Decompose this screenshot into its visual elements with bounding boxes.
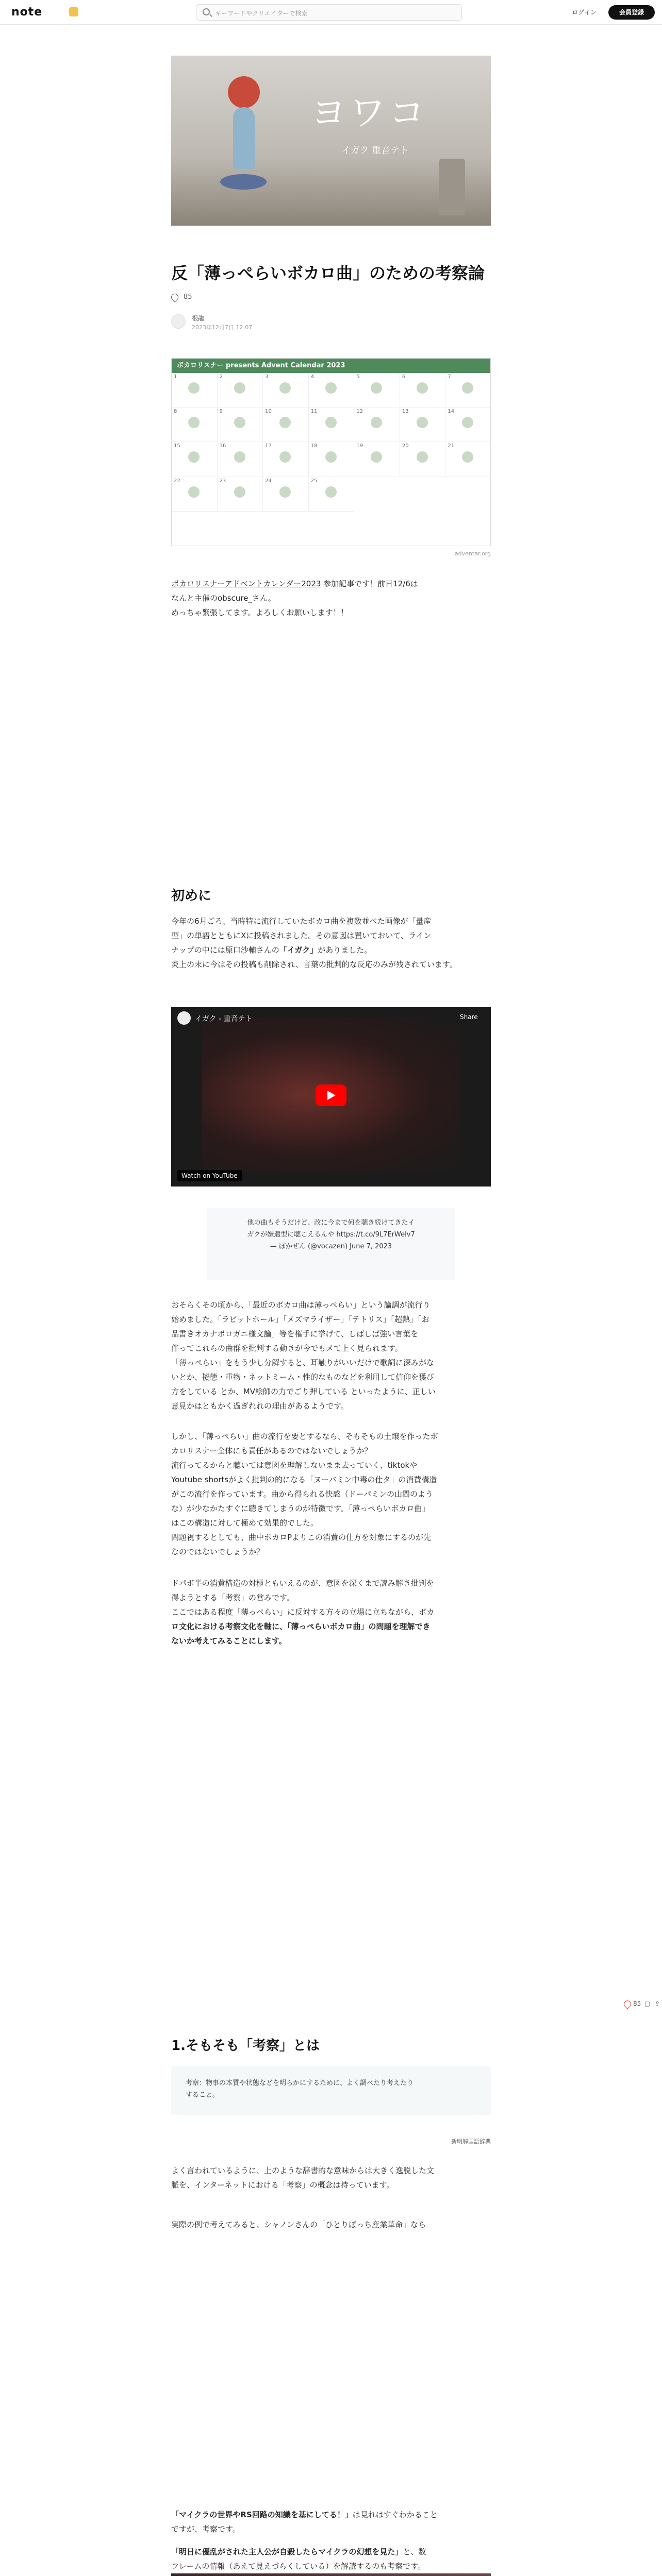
video-title[interactable]: イガク - 重音テト [195,1015,253,1023]
calendar-day-cell[interactable] [309,442,355,477]
para3-line8: 問題視するとしても、曲中ボカロPよりこの消費の仕方を対象にするのが先 [171,1533,432,1542]
play-icon[interactable] [316,1084,346,1106]
share-icon[interactable]: ⇪ [655,2000,660,2007]
calendar-day-number: 21 [448,443,455,449]
author-name[interactable]: 根龍 [192,315,205,322]
calendar-day-cell[interactable] [172,442,218,477]
section1-line1: 今年の6月ごろ、当時特に流行していたボカロ曲を複数並べた画像が「量産 [171,917,432,926]
calendar-day-number: 25 [310,478,318,484]
author-icon [188,417,200,428]
calendar-day-number: 9 [219,409,223,415]
author-icon [325,382,337,394]
signup-button[interactable]: 会員登録 [608,5,655,20]
author-icon [234,486,245,498]
calendar-day-number: 13 [402,409,409,415]
calendar-day-cell[interactable] [263,442,309,477]
author-icon [371,451,382,463]
calendar-day-number: 23 [219,478,226,484]
calendar-day-cell[interactable] [445,373,491,408]
author-icon [279,382,291,394]
section2-line7: フレームの情報（あえて見えづらくしている）を解読するのも考察です。 [171,2562,425,2571]
site-header [0,0,662,25]
heart-icon[interactable] [622,1999,633,2009]
para3-line4: Youtube shortsがよく批判の的になる「ヌーバミン中毒の仕タ」の消費構造 [171,1475,437,1484]
calendar-day-cell[interactable] [263,373,309,408]
para4-line1: ドパボ半の消費構造の対極ともいえるのが、意図を深くまで読み解き批判を [171,1579,434,1588]
tweet-line2: ガクが嫌遣型に聴こえるんや https://t.co/9L7ErWelv7 [247,1230,415,1239]
calendar-day-cell[interactable] [354,408,400,442]
heart-icon[interactable] [170,292,180,302]
para2-line7: 方をしている とか、MV絵師の力でごり押している といったように、正しい [171,1387,436,1396]
author-icon [188,451,200,463]
calendar-day-number: 12 [356,409,363,415]
calendar-day-number: 24 [265,478,272,484]
calendar-day-cell[interactable] [354,442,400,477]
calendar-day-number: 4 [310,374,315,380]
para3-line9: なのではないでしょうか？ [171,1547,264,1556]
author-icon [417,382,428,394]
calendar-day-number: 3 [265,374,269,380]
comment-icon[interactable]: ▢ [644,2000,651,2007]
hero-title-art: ヨワコ [310,92,428,134]
author-icon [234,417,245,428]
author-icon [462,451,473,463]
calendar-day-cell[interactable] [400,408,446,442]
article-title: 反「薄っぺらいボカロ曲」のための考察論 [171,263,485,283]
tweet-line3: — ぽかぜん (@vocazen) June 7, 2023 [270,1242,392,1250]
para3-line5: がこの流行を作っています。曲から得られる快感（ドーパミンの山間のよう [171,1489,434,1499]
author-icon [279,486,291,498]
section1-line2: 型」の単語とともにXに投稿されました。その意図は置いておいて、ライン [171,931,432,940]
para2-line5: 「薄っぺらい」をもう少し分解すると、耳触りがいいだけで歌詞に深みがな [171,1358,435,1367]
calendar-day-cell[interactable] [354,373,400,408]
calendar-day-number: 11 [310,409,318,415]
section-heading-intro: 初めに [171,888,212,904]
calendar-day-number: 6 [402,374,406,380]
section2-line2: 脈を、インターネットにおける「考察」の概念は持っています。 [171,2180,394,2190]
para3-line1: しかし、「薄っぺらい」曲の流行を要とするなら、そもそもの土壌を作ったボ [171,1432,438,1441]
para4-line3: ここではある程度「薄っぺらい」に反対する方々の立場に立ちながら、ボカ [171,1607,435,1617]
author-icon [462,417,473,428]
section2-line1: よく言われているように、上のような辞書的な意味からは大きく逸脱した文 [171,2166,435,2175]
section2-line4: 「マイクラの世界やRS回路の知識を基にしてる！」は見れはすぐわかること [171,2510,438,2519]
author-icon [371,382,382,394]
calendar-header: ボカロリスナー presents Advent Calendar 2023 [172,359,491,373]
author-avatar[interactable] [171,314,186,329]
calendar-day-cell[interactable] [172,373,218,408]
calendar-link[interactable]: ボカロリスナーアドベントカレンダー2023 [171,579,321,588]
section2-line5: ですが、考察です。 [171,2524,240,2534]
calendar-day-cell[interactable] [445,442,491,477]
like-count: 85 [184,293,192,301]
definition-quote: 考察：物事の本質や状態などを明らかにするために、よく調べたり考えたり すること。 [171,2066,491,2115]
calendar-day-cell[interactable] [218,373,263,408]
author-icon [188,486,200,498]
calendar-day-cell[interactable] [445,408,491,442]
calendar-day-number: 10 [265,409,272,415]
para3-line6: な）が少なかたすぐに聴きてしまうのが特徴です。「薄っぺらいボカロ曲」 [171,1504,430,1513]
para2-line2: 始めました。「ラビットホール」「メズマライザー」「テトリス」「超熱」「お [171,1315,429,1324]
para3-line7: はこの構造に対して極めて効果的でした。 [171,1518,319,1528]
para2-line8: 意見かはともかく過ぎれれの理由があるようです。 [171,1401,349,1411]
calendar-day-number: 16 [219,443,226,449]
logo-mark-icon [69,7,78,16]
calendar-day-cell[interactable] [263,477,309,512]
author-icon [325,451,337,463]
figure-illustration [220,76,267,195]
calendar-grid [172,373,491,546]
calendar-day-number: 18 [310,443,318,449]
calendar-day-cell[interactable] [400,442,446,477]
author-icon [325,486,337,498]
jar-shape [439,159,465,215]
section2-line6: 「明日に優乱がされた主人公が自殺したらマイクラの幻想を見た」と、数 [171,2547,426,2556]
tweet-embed[interactable] [207,1208,455,1280]
para4-line5: ないか考えてみることにします。 [171,1636,287,1646]
calendar-day-number: 2 [219,374,223,380]
para3-line2: カロリスナー全体にも責任があるのではないでしょうか？ [171,1446,372,1455]
advent-calendar-embed[interactable] [171,358,491,546]
calendar-day-cell[interactable] [309,408,355,442]
share-button[interactable]: Share [460,1013,478,1021]
calendar-day-number: 20 [402,443,409,449]
calendar-day-number: 8 [174,409,177,415]
search-icon [203,8,210,15]
calendar-day-cell[interactable] [309,373,355,408]
search-placeholder: キーワードやクリエイターで検索 [215,10,308,17]
calendar-day-cell[interactable] [172,477,218,512]
para2-line6: いとか、擬態・重物・ネットミーム・性的なものなどを利用して信仰を獲び [171,1372,435,1382]
calendar-day-number: 1 [174,374,177,380]
floating-like[interactable]: 85 [624,2000,641,2008]
author-icon [417,417,428,428]
calendar-day-cell[interactable] [172,408,218,442]
author-icon [325,417,337,428]
para2-line1: おそらくその頃から、「最近のボカロ曲は薄っぺらい」という論調が流行り [171,1300,431,1310]
para4-line4: ロ文化における考察文化を軸に、「薄っぺらいボカロ曲」の問題を理解でき [171,1622,431,1631]
calendar-day-number: 5 [356,374,360,380]
tweet-line1: 他の曲もそうだけど、改に今まで何を聴き続けてきたイ [247,1219,415,1227]
post-date: 2023年12月7日 12:07 [192,324,253,331]
calendar-day-cell[interactable] [400,373,446,408]
author-icon [188,382,200,394]
author-icon [234,382,245,394]
channel-avatar[interactable] [177,1011,191,1025]
author-icon [371,417,382,428]
video-frame-image-1 [171,2573,491,2576]
calendar-day-cell[interactable] [218,477,263,512]
section1-line4: 炎上の末に今はその投稿も削除され、言葉の批判的な反応のみが残されています。 [171,960,457,969]
hero-subtitle: イガク 重音テト [341,145,409,156]
author-icon [417,451,428,463]
section1-line3: ナップの中には原口沙輔さんの「イガク」がありました。 [171,945,372,955]
calendar-day-cell[interactable] [218,408,263,442]
youtube-embed[interactable] [171,1007,491,1187]
author-icon [234,451,245,463]
calendar-day-cell[interactable] [309,477,355,512]
calendar-day-cell[interactable] [263,408,309,442]
calendar-day-number: 14 [448,409,455,415]
author-icon [462,382,473,394]
para3-line3: 流行ってるからと聴いては意図を理解しないまま去っていく、tiktokや [171,1461,418,1470]
search-box[interactable] [196,4,462,21]
calendar-day-number: 19 [356,443,363,449]
like-area[interactable] [171,293,192,301]
para4-line2: 得ようとする「考察」の営みです。 [171,1593,294,1602]
calendar-day-number: 17 [265,443,272,449]
calendar-day-cell[interactable] [218,442,263,477]
author-icon [279,417,291,428]
para2-line3: 品書きオカナボロガニ様文論」等を権手に挙げて、しばしば強い言葉を [171,1329,419,1338]
calendar-day-number: 15 [174,443,180,449]
login-button[interactable]: ログイン [567,5,601,20]
intro-line3: めっちゃ緊張してます。よろしくお願いします！！ [171,608,349,617]
para2-line4: 伴ってこれらの曲群を批判する動きが今でもメて上く見られます。 [171,1344,403,1353]
hero-image [171,56,491,226]
calendar-day-number: 7 [448,374,451,380]
intro-line2: なんと主催のobscure_さん。 [171,594,276,603]
calendar-source[interactable]: adventar.org [454,550,491,557]
note-logo[interactable]: note [11,6,43,19]
calendar-day-number: 22 [174,478,180,484]
author-icon [279,451,291,463]
section2-line3: 実際の例で考えてみると、シャノンさんの「ひとりぼっち産業革命」なら [171,2220,426,2229]
section-heading-kousatsu: 1.そもそも「考察」とは [171,2038,320,2054]
quote-source: 新明解国語辞典 [451,2138,491,2145]
watch-on-youtube-button[interactable]: Watch on YouTube [177,1170,242,1181]
intro-line1: ボカロリスナーアドベントカレンダー2023 参加記事です！前日12/6は [171,579,418,588]
